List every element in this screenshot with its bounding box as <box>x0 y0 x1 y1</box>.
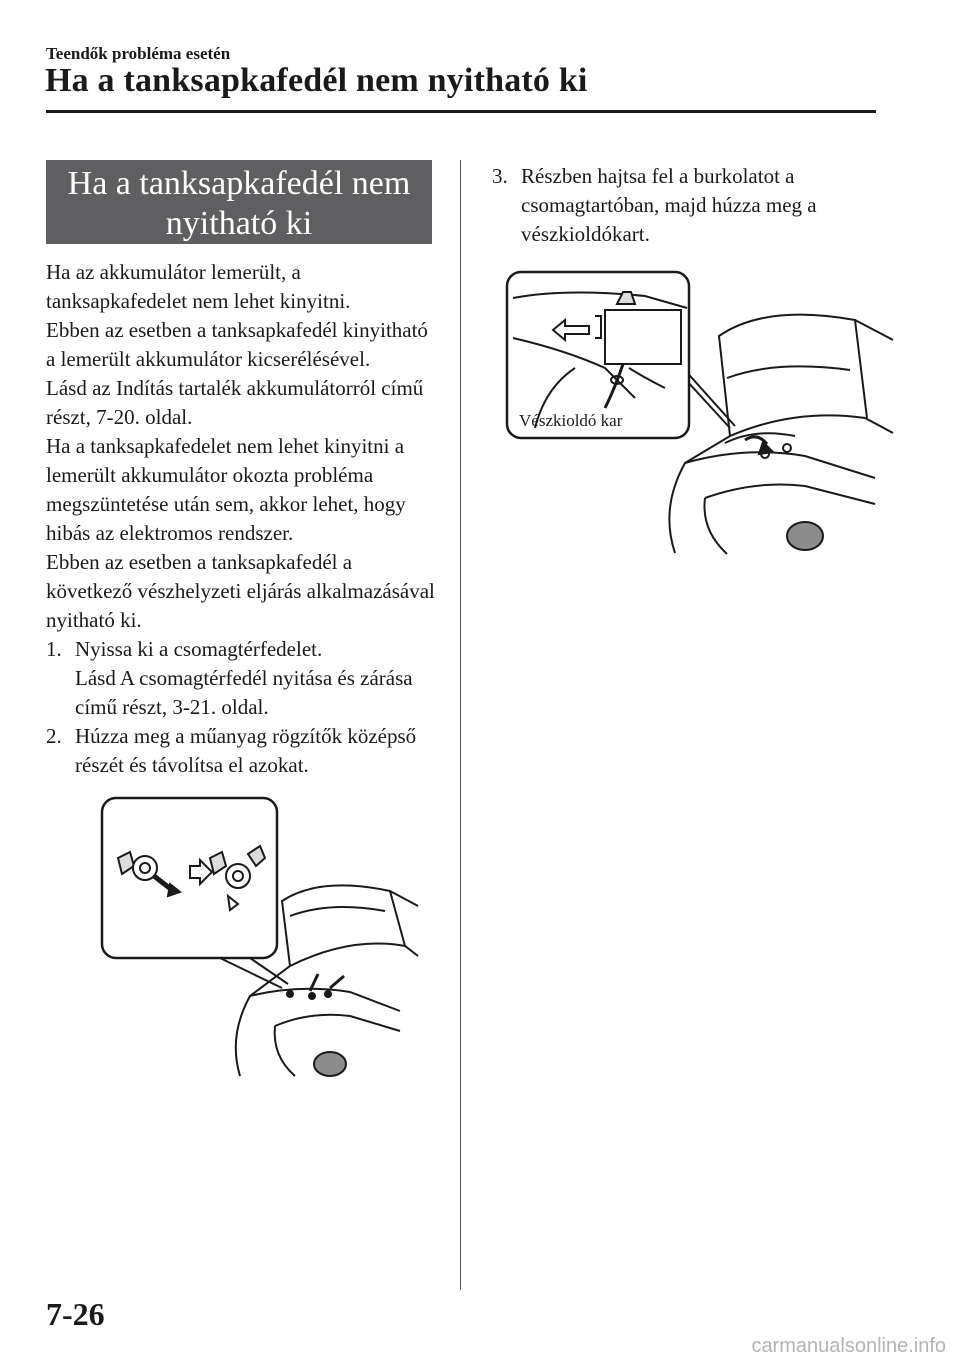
header-section-label: Teendők probléma esetén <box>46 44 231 63</box>
page-title: Ha a tanksapkafedél nem nyitható ki <box>45 62 588 99</box>
section-heading-line2: nyitható ki <box>165 205 313 242</box>
step-number: 3. <box>492 164 508 188</box>
step-text: Nyissa ki a csomagtérfedelet. <box>75 637 323 661</box>
step-number: 2. <box>46 724 62 748</box>
paragraph: Lásd az Indítás tartalék akkumulátorról című részt, 7-20. oldal. <box>46 376 424 429</box>
figure-fastener-removal <box>100 796 420 1081</box>
right-column <box>492 162 872 249</box>
figure-label-release-lever: Vészkioldó kar <box>519 411 623 430</box>
step-item <box>46 635 441 722</box>
step-item <box>46 722 441 780</box>
section-heading-line1: Ha a tanksapkafedél nem <box>67 165 411 202</box>
section-heading-box <box>46 160 432 244</box>
paragraph: Ha az akkumulátor lemerült, a tanksapkafedelet nem lehet kinyitni. <box>46 260 351 313</box>
header-rule <box>46 110 876 113</box>
step-item <box>492 162 872 249</box>
release-lever-illustration <box>505 268 895 558</box>
step-subtext: Lásd A csomagtérfedél nyitása és zárása című részt, 3-21. oldal. <box>75 666 413 719</box>
fastener-illustration <box>100 796 420 1081</box>
column-divider <box>460 160 461 1290</box>
watermark: carmanualsonline.info <box>751 1335 946 1357</box>
paragraph: Ebben az esetben a tanksapkafedél kinyitható a lemerült akkumulátor kicserélésével. <box>46 318 428 371</box>
step-number: 1. <box>46 637 62 661</box>
step-text: Részben hajtsa fel a burkolatot a csomagtartóban, majd húzza meg a vészkioldókart. <box>521 164 817 246</box>
step-text: Húzza meg a műanyag rögzítők középső részét és távolítsa el azokat. <box>75 724 417 777</box>
paragraph: Ebben az esetben a tanksapkafedél a következő vészhelyzeti eljárás alkalmazásával nyitható ki. <box>46 550 435 632</box>
page-number: 7-26 <box>46 1296 105 1332</box>
figure-release-lever <box>505 268 895 558</box>
paragraph: Ha a tanksapkafedelet nem lehet kinyitni a lemerült akkumulátor okozta probléma megszüntetése után sem, akkor lehet, hogy hibás az elektromos rendszer. <box>46 434 406 545</box>
left-column <box>46 258 441 780</box>
